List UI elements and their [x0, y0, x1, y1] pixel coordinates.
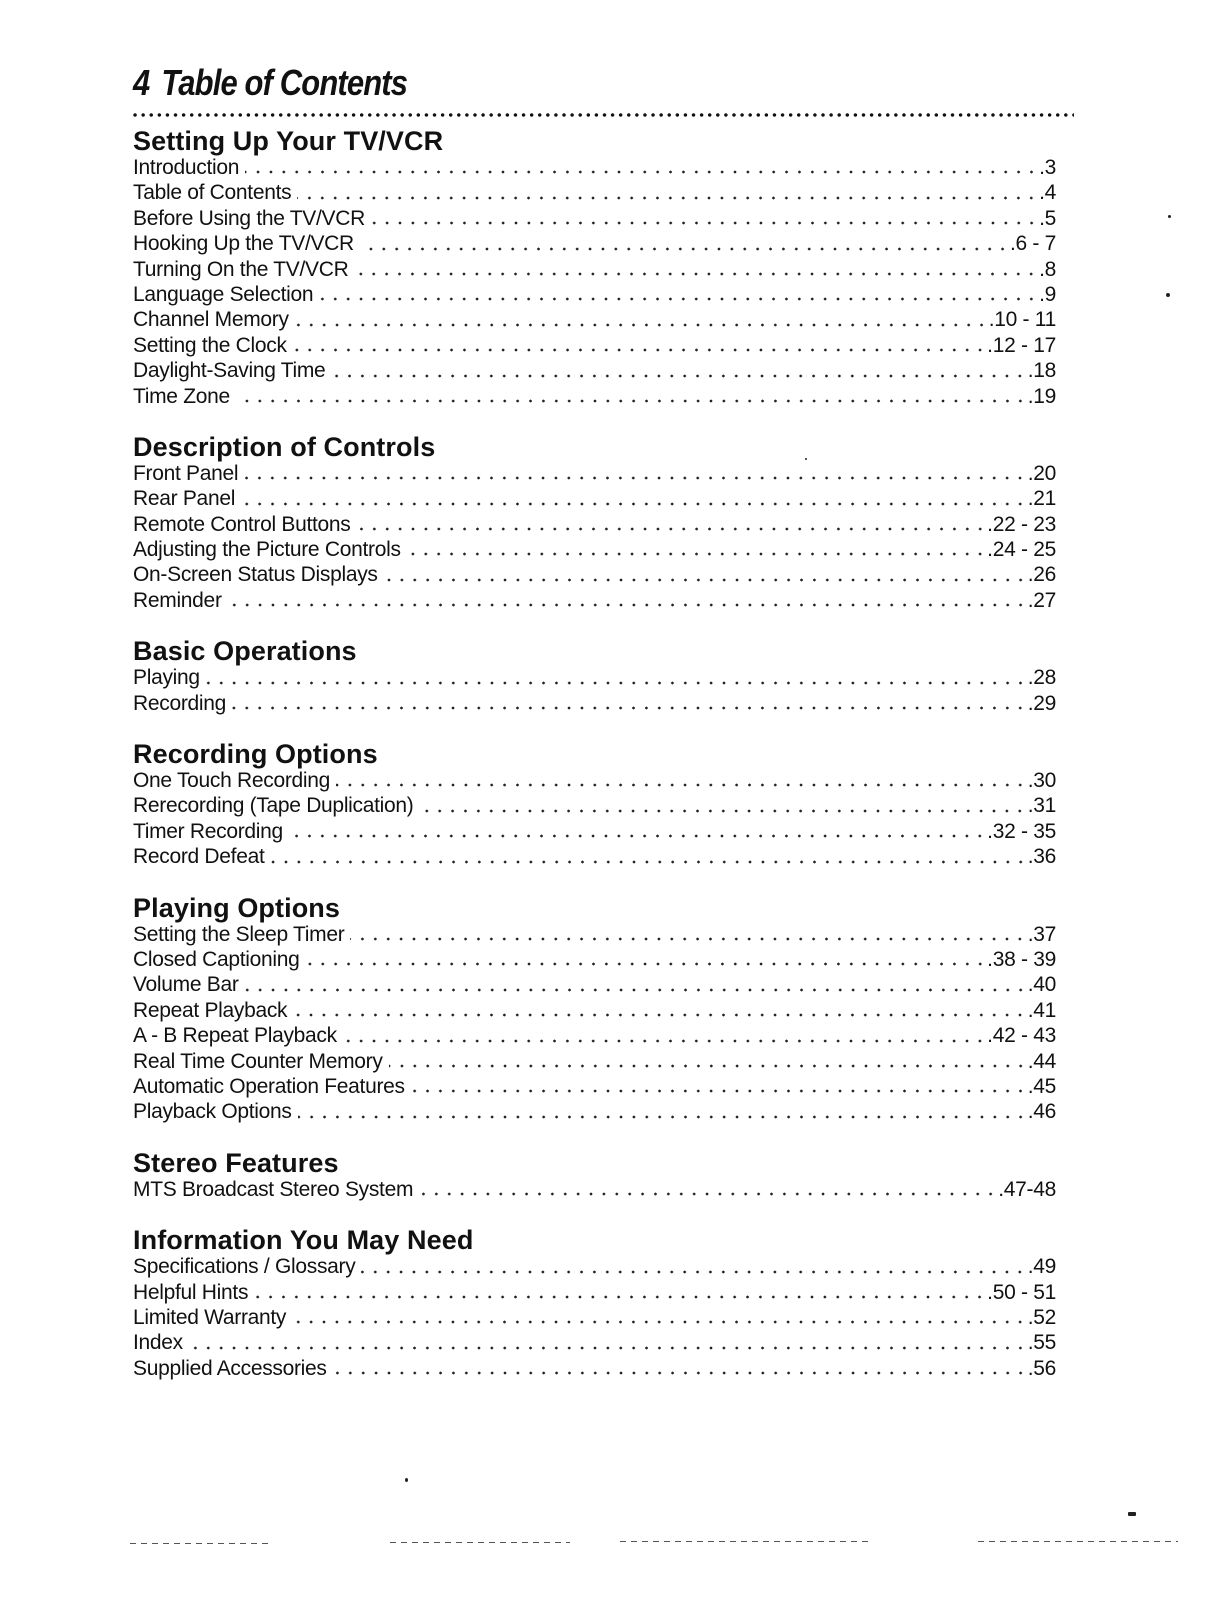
entry-page: .30 — [1027, 769, 1056, 793]
toc-section — [133, 636, 1056, 716]
toc-entry[interactable] — [133, 588, 1056, 613]
dot-leader — [293, 1013, 1026, 1017]
section-heading: Recording Options — [133, 739, 378, 770]
entry-page: .37 — [1027, 922, 1056, 946]
toc-entry[interactable] — [133, 1356, 1056, 1381]
toc-entry[interactable] — [133, 461, 1056, 486]
toc-section — [133, 739, 1056, 870]
section-heading: Description of Controls — [133, 431, 436, 462]
toc-entry[interactable] — [133, 307, 1056, 332]
toc-entry[interactable] — [133, 486, 1056, 511]
entry-page: .4 — [1039, 181, 1056, 205]
entry-label: Language Selection — [133, 282, 314, 306]
toc-entry[interactable] — [133, 972, 1056, 997]
entry-label: Hooking Up the TV/VCR — [133, 232, 354, 256]
toc-entry[interactable] — [133, 1330, 1056, 1355]
dot-leader — [232, 706, 1027, 710]
entry-label: Playing — [133, 666, 200, 690]
entry-page: .10 - 11 — [988, 308, 1056, 332]
entry-label: Real Time Counter Memory — [133, 1049, 383, 1073]
scan-line — [130, 1543, 270, 1544]
dot-leader — [245, 170, 1038, 174]
entry-page: .40 — [1027, 973, 1056, 997]
toc-entry[interactable] — [133, 1177, 1056, 1202]
dot-leader — [189, 1346, 1027, 1350]
section-heading: Information You May Need — [133, 1225, 474, 1256]
entry-page: .21 — [1027, 487, 1056, 511]
entry-label: Supplied Accessories — [133, 1356, 327, 1380]
entry-label: Reminder — [133, 588, 222, 612]
toc-entry[interactable] — [133, 819, 1056, 844]
section-heading: Stereo Features — [133, 1147, 339, 1178]
scan-speck — [1168, 215, 1171, 218]
entry-page: .12 - 17 — [987, 333, 1056, 357]
dot-leader — [419, 1192, 997, 1196]
entry-page: .20 — [1027, 461, 1056, 485]
entry-label: A - B Repeat Playback — [133, 1024, 337, 1048]
dot-leader — [295, 323, 988, 327]
toc-entry[interactable] — [133, 358, 1056, 383]
dot-leader — [384, 578, 1027, 582]
page-number: 4 — [133, 62, 150, 103]
entry-label: Automatic Operation Features — [133, 1074, 405, 1098]
entry-label: Adjusting the Picture Controls — [133, 538, 401, 562]
scan-speck — [1166, 293, 1170, 297]
entry-label: Daylight-Saving Time — [133, 359, 326, 383]
entry-page: .38 - 39 — [987, 947, 1056, 971]
dot-leader — [333, 1371, 1027, 1375]
entry-page: .28 — [1027, 666, 1056, 690]
entry-label: Timer Recording — [133, 819, 283, 843]
entry-label: Limited Warranty — [133, 1305, 287, 1329]
dot-leader — [357, 527, 987, 531]
entry-page: .36 — [1027, 845, 1056, 869]
entry-page: .18 — [1027, 359, 1056, 383]
dot-leader — [271, 860, 1027, 864]
entry-page: .49 — [1027, 1255, 1056, 1279]
dot-leader — [419, 809, 1026, 813]
dot-leader — [297, 196, 1038, 200]
toc-entry[interactable] — [133, 512, 1056, 537]
toc-entry[interactable] — [133, 844, 1056, 869]
dot-leader — [361, 1270, 1026, 1274]
entry-page: .22 - 23 — [987, 512, 1056, 536]
dot-leader — [306, 962, 987, 966]
toc-entry[interactable] — [133, 1305, 1056, 1330]
dot-leader — [298, 1115, 1027, 1119]
toc-entry[interactable] — [133, 257, 1056, 282]
entry-page: .8 — [1039, 257, 1056, 281]
entry-page: .19 — [1027, 384, 1056, 408]
dot-leader — [293, 348, 987, 352]
entry-label: Front Panel — [133, 461, 239, 485]
dotted-divider — [131, 112, 1074, 118]
entry-label: Setting the Sleep Timer — [133, 922, 345, 946]
dot-leader — [319, 297, 1038, 301]
entry-page: .5 — [1039, 206, 1056, 230]
entry-label: Before Using the TV/VCR — [133, 206, 365, 230]
toc-section — [133, 893, 1056, 1125]
dot-leader — [389, 1064, 1027, 1068]
entry-label: Record Defeat — [133, 845, 265, 869]
entry-label: Turning On the TV/VCR — [133, 257, 349, 281]
toc-entry[interactable] — [133, 1280, 1056, 1305]
entry-label: Playback Options — [133, 1100, 292, 1124]
entry-label: Helpful Hints — [133, 1280, 249, 1304]
toc-entry[interactable] — [133, 1074, 1056, 1099]
entry-label: On-Screen Status Displays — [133, 563, 378, 587]
dot-leader — [350, 937, 1026, 941]
entry-label: Closed Captioning — [133, 947, 300, 971]
entry-page: .42 - 43 — [987, 1024, 1056, 1048]
entry-label: Volume Bar — [133, 973, 239, 997]
scan-speck — [1128, 1512, 1136, 1516]
scan-speck — [405, 1478, 408, 1482]
title-text: Table of Contents — [161, 62, 408, 103]
entry-label: Rear Panel — [133, 487, 236, 511]
dot-leader — [354, 272, 1038, 276]
entry-label: Introduction — [133, 156, 240, 179]
dot-leader — [336, 783, 1027, 787]
toc-entry[interactable] — [133, 1023, 1056, 1048]
entry-label: MTS Broadcast Stereo System — [133, 1177, 414, 1201]
scan-line — [620, 1541, 870, 1542]
entry-page: .6 - 7 — [1009, 232, 1056, 256]
dot-leader — [206, 681, 1027, 685]
section-heading: Setting Up Your TV/VCR — [133, 126, 444, 156]
entry-page: .24 - 25 — [987, 538, 1056, 562]
entry-page: .31 — [1027, 794, 1056, 818]
entry-page: .29 — [1027, 691, 1056, 715]
dot-leader — [245, 988, 1027, 992]
dot-leader — [411, 1089, 1027, 1093]
toc-entry[interactable] — [133, 282, 1056, 307]
entry-page: .55 — [1027, 1331, 1056, 1355]
dot-leader — [228, 603, 1027, 607]
entry-label: Table of Contents — [133, 181, 292, 205]
toc-entry[interactable] — [133, 562, 1056, 587]
entry-page: .27 — [1027, 588, 1056, 612]
entry-page: .44 — [1027, 1049, 1056, 1073]
dot-leader — [236, 399, 1027, 403]
dot-leader — [331, 374, 1026, 378]
entry-label: Remote Control Buttons — [133, 512, 351, 536]
entry-label: Recording — [133, 691, 227, 715]
entry-page: .26 — [1027, 563, 1056, 587]
page-title — [133, 62, 927, 104]
toc-section — [133, 1148, 1056, 1202]
dot-leader — [241, 502, 1027, 506]
dot-leader — [343, 1039, 986, 1043]
toc-entry[interactable] — [133, 922, 1056, 947]
toc-entry[interactable] — [133, 231, 1056, 256]
entry-page: .3 — [1039, 156, 1056, 179]
dot-leader — [360, 247, 1009, 251]
toc-entry[interactable] — [133, 768, 1056, 793]
dot-leader — [289, 834, 986, 838]
entry-label: Index — [133, 1331, 183, 1355]
toc-entry[interactable] — [133, 998, 1056, 1023]
toc-section — [133, 126, 1056, 409]
entry-label: Specifications / Glossary — [133, 1255, 356, 1279]
dot-leader — [244, 476, 1026, 480]
toc-section — [133, 432, 1056, 613]
scan-line — [390, 1542, 570, 1543]
dot-leader — [407, 552, 987, 556]
entry-label: Channel Memory — [133, 308, 289, 332]
entry-label: Repeat Playback — [133, 998, 288, 1022]
entry-page: .32 - 35 — [987, 819, 1056, 843]
toc-entry[interactable] — [133, 947, 1056, 972]
dot-leader — [254, 1295, 986, 1299]
toc-entry[interactable] — [133, 1049, 1056, 1074]
toc-entry[interactable] — [133, 1099, 1056, 1124]
toc-sections — [133, 126, 1056, 1404]
toc-entry[interactable] — [133, 206, 1056, 231]
toc-page — [133, 62, 1056, 1380]
toc-entry[interactable] — [133, 793, 1056, 818]
toc-entry[interactable] — [133, 333, 1056, 358]
toc-entry[interactable] — [133, 384, 1056, 409]
entry-label: Time Zone — [133, 384, 230, 408]
dot-leader — [371, 221, 1038, 225]
toc-entry[interactable] — [133, 180, 1056, 205]
toc-entry[interactable] — [133, 1254, 1056, 1279]
entry-label: One Touch Recording — [133, 769, 331, 793]
toc-entry[interactable] — [133, 537, 1056, 562]
dot-leader — [292, 1320, 1027, 1324]
entry-page: .50 - 51 — [987, 1280, 1056, 1304]
toc-section — [133, 1225, 1056, 1381]
entry-page: .41 — [1027, 998, 1056, 1022]
toc-entry[interactable] — [133, 691, 1056, 716]
scan-line — [978, 1541, 1178, 1542]
entry-page: .56 — [1027, 1356, 1056, 1380]
entry-page: .46 — [1027, 1100, 1056, 1124]
entry-page: .47-48 — [998, 1177, 1056, 1201]
section-heading: Basic Operations — [133, 636, 357, 667]
section-heading: Playing Options — [133, 892, 341, 923]
entry-label: Rerecording (Tape Duplication) — [133, 794, 414, 818]
entry-page: .9 — [1039, 282, 1056, 306]
entry-page: .52 — [1027, 1305, 1056, 1329]
toc-entry[interactable] — [133, 665, 1056, 690]
scan-speck — [805, 458, 807, 460]
entry-label: Setting the Clock — [133, 333, 287, 357]
toc-entry[interactable] — [133, 155, 1056, 180]
entry-page: .45 — [1027, 1074, 1056, 1098]
